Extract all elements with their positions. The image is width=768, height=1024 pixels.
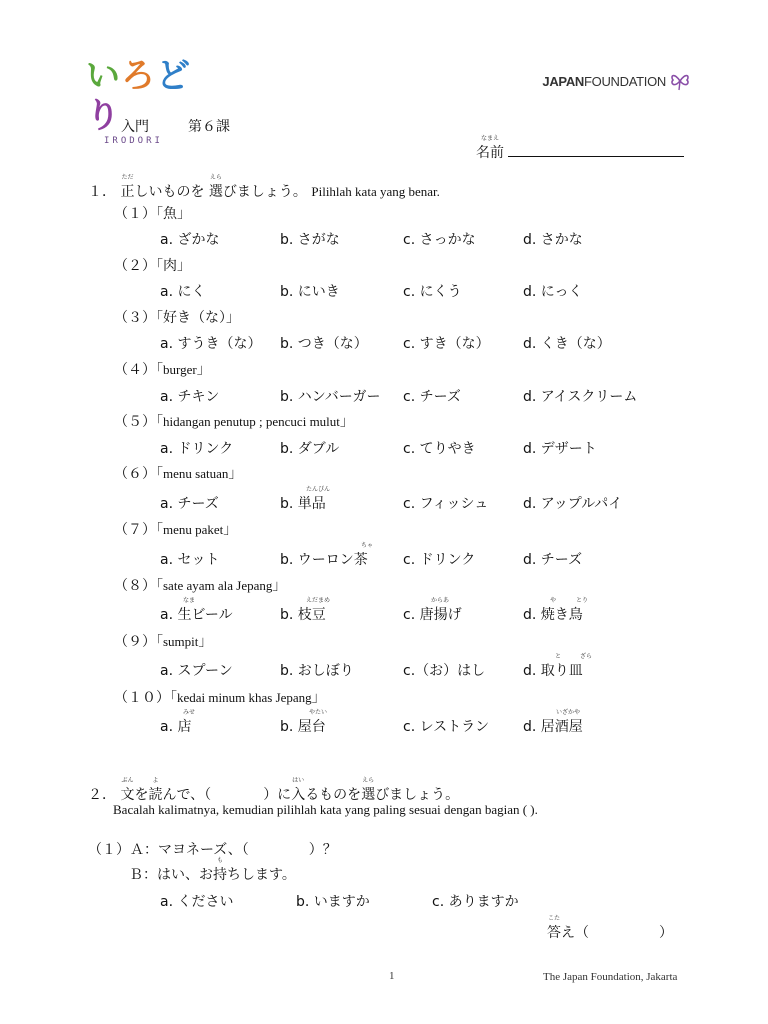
q9-option-d[interactable]: と ざら d. 取り皿: [523, 653, 593, 679]
q6-option-c[interactable]: c. フィッシュ: [403, 496, 489, 512]
logo-kana: いろどり: [86, 56, 191, 136]
q4-option-d[interactable]: d. アイスクリーム: [523, 389, 638, 405]
question-8-label: （８）「sate ayam ala Jepang」: [114, 578, 287, 594]
s2-q1-line-b: Ｂ：はい、お も 持ちします。: [129, 857, 296, 883]
lesson-label: 第６課: [188, 119, 230, 135]
q7-option-b[interactable]: ちゃ b. ウーロン茶: [280, 542, 374, 568]
q8-option-a[interactable]: なま a. 生ビール: [160, 597, 233, 623]
q4-option-a[interactable]: a. チキン: [160, 389, 220, 405]
q5-option-d[interactable]: d. デザート: [523, 441, 597, 457]
q7-option-d[interactable]: d. チーズ: [523, 552, 583, 568]
s2-q1-line-a: （１）Ａ：マヨネーズ、（ ）？: [88, 842, 337, 858]
q10-option-d[interactable]: いざかや d. 居酒屋: [523, 709, 583, 735]
q7-option-a[interactable]: a. セット: [160, 552, 220, 568]
q1-option-b[interactable]: b. さがな: [280, 232, 340, 248]
q3-option-c[interactable]: c. すき（な）: [403, 336, 490, 352]
question-3-label: （３）「好き（な）」: [114, 310, 240, 326]
question-1-label: （１）「魚」: [114, 206, 191, 222]
q4-option-b[interactable]: b. ハンバーガー: [280, 389, 381, 405]
s2-q1-option-a[interactable]: a. ください: [160, 894, 234, 910]
q8-option-c[interactable]: からあ c. 唐揚げ: [403, 597, 462, 623]
q2-option-b[interactable]: b. にいき: [280, 284, 340, 300]
q6-option-d[interactable]: d. アップルパイ: [523, 496, 623, 512]
page-number: 1: [389, 970, 395, 982]
answer-field[interactable]: こた 答え（ ）: [547, 915, 673, 941]
q10-option-b[interactable]: やたい b. 屋台: [280, 709, 328, 735]
q6-option-a[interactable]: a. チーズ: [160, 496, 219, 512]
level-label: 入門: [121, 119, 149, 135]
q5-option-c[interactable]: c. てりやき: [403, 441, 476, 457]
question-5-label: （５）「hidangan penutup ; pencuci mulut」: [114, 414, 354, 430]
q1-option-a[interactable]: a. ざかな: [160, 232, 220, 248]
q2-option-a[interactable]: a. にく: [160, 284, 206, 300]
section2-translation: Bacalah kalimatnya, kemudian pilihlah kata yang paling sesuai dengan bagian ( ).: [113, 802, 538, 817]
question-9-label: （９）「sumpit」: [114, 634, 213, 650]
question-6-label: （６）「menu satuan」: [114, 466, 243, 482]
q5-option-b[interactable]: b. ダブル: [280, 441, 340, 457]
butterfly-icon: [670, 70, 690, 92]
footer-credit: The Japan Foundation, Jakarta: [543, 971, 678, 983]
name-blank[interactable]: [508, 144, 684, 157]
q8-option-d[interactable]: や とり d. 焼き鳥: [523, 597, 589, 623]
q3-option-a[interactable]: a. すうき（な）: [160, 336, 262, 352]
q10-option-c[interactable]: c. レストラン: [403, 719, 490, 735]
japan-foundation-logo: JAPANFOUNDATION: [542, 70, 690, 92]
q7-option-c[interactable]: c. ドリンク: [403, 552, 476, 568]
q9-option-c[interactable]: c.（お）はし: [403, 663, 486, 679]
logo-roman: IRODORI: [104, 136, 163, 146]
question-4-label: （４）「burger」: [114, 362, 211, 378]
section2-heading: ２． ぶん 文を よ 読んで、（ ）に はい 入るものを えら 選びましょう。: [88, 777, 460, 803]
s2-q1-option-c[interactable]: c. ありますか: [432, 894, 519, 910]
question-10-label: （１０）「kedai minum khas Jepang」: [114, 690, 326, 706]
name-field: なまえ 名前: [476, 142, 684, 162]
q9-option-b[interactable]: b. おしぼり: [280, 663, 354, 679]
q10-option-a[interactable]: みせ a. 店: [160, 709, 196, 735]
s2-q1-option-b[interactable]: b. いますか: [296, 894, 370, 910]
q2-option-c[interactable]: c. にくう: [403, 284, 462, 300]
q1-option-c[interactable]: c. さっかな: [403, 232, 476, 248]
q5-option-a[interactable]: a. ドリンク: [160, 441, 234, 457]
q9-option-a[interactable]: a. スプーン: [160, 663, 233, 679]
question-2-label: （２）「肉」: [114, 258, 191, 274]
q3-option-b[interactable]: b. つき（な）: [280, 336, 368, 352]
q8-option-b[interactable]: えだまめ b. 枝豆: [280, 597, 331, 623]
q4-option-c[interactable]: c. チーズ: [403, 389, 461, 405]
q1-option-d[interactable]: d. さかな: [523, 232, 583, 248]
section1-heading: １． ただ 正しいものを えら 選びましょう。 Pilihlah kata yang benar.: [88, 174, 440, 200]
question-7-label: （７）「menu paket」: [114, 522, 238, 538]
q6-option-b[interactable]: たんぴん b. 単品: [280, 486, 331, 512]
q3-option-d[interactable]: d. くき（な）: [523, 336, 611, 352]
q2-option-d[interactable]: d. にっく: [523, 284, 583, 300]
